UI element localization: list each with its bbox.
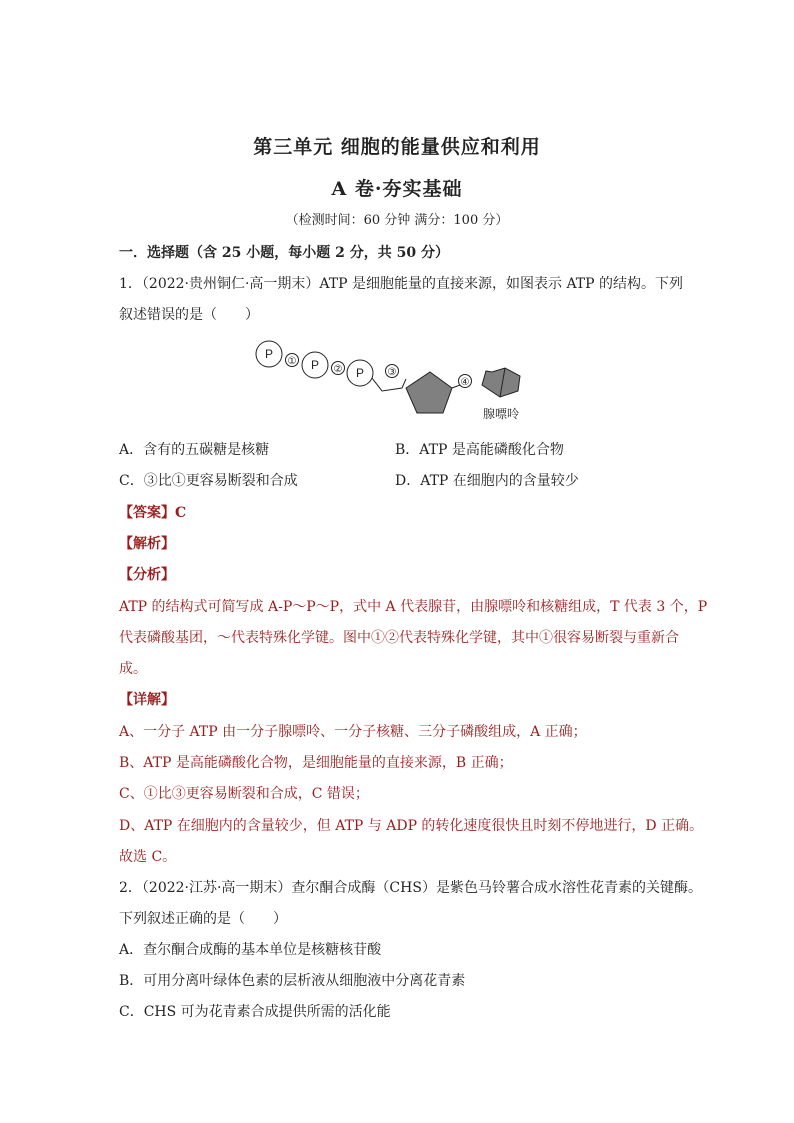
q1-answer: 【答案】C: [119, 505, 187, 521]
q2-stem-line2: 下列叙述正确的是（ ）: [119, 911, 287, 927]
paper-title: A 卷·夯实基础: [331, 178, 463, 200]
q1-option-c[interactable]: C．③比①更容易断裂和合成: [119, 473, 298, 489]
q1-stem-line2: 叙述错误的是（ ）: [119, 307, 259, 323]
q1-stem-line1: 1．（2022·贵州铜仁·高一期末）ATP 是细胞能量的直接来源，如图表示 ATP 的结构。下列: [119, 276, 683, 292]
q1-option-d[interactable]: D．ATP 在细胞内的含量较少: [395, 473, 579, 489]
q1-detail-line: C、①比③更容易断裂和合成，C 错误；: [119, 786, 369, 802]
q1-detail-line: D、ATP 在细胞内的含量较少，但 ATP 与 ADP 的转化速度很快且时刻不停地进行，D 正确。: [119, 818, 704, 834]
q2-stem-line1: 2．（2022·江苏·高一期末）查尔酮合成酶（CHS）是紫色马铃薯合成水溶性花青素的关键酶。: [119, 880, 702, 896]
phosphate-label-1: P: [264, 347, 274, 361]
q1-analysis-line: ATP 的结构式可简写成 A-P～P～P，式中 A 代表腺苷，由腺嘌呤和核糖组成，T 代表 3 个，P: [119, 599, 708, 615]
q1-analysis-sub-tag: 【分析】: [119, 567, 175, 583]
section-heading: 一．选择题（含 25 小题，每小题 2 分，共 50 分）: [119, 245, 449, 261]
q1-analysis-tag: 【解析】: [119, 536, 175, 552]
unit-title: 第三单元 细胞的能量供应和利用: [253, 136, 541, 158]
q1-detail-line: B、ATP 是高能磷酸化合物，是细胞能量的直接来源，B 正确；: [119, 755, 513, 771]
ester-bond-line: [372, 378, 406, 391]
bond-number-3: ③: [387, 367, 397, 378]
q1-detail-line: 故选 C。: [119, 849, 177, 865]
q1-option-b[interactable]: B．ATP 是高能磷酸化合物: [395, 442, 564, 458]
glycosidic-bond-line: [452, 385, 460, 388]
ribose-pentagon: [406, 372, 452, 413]
q2-option-c[interactable]: C．CHS 可为花青素合成提供所需的活化能: [119, 1004, 391, 1020]
q1-detail-tag: 【详解】: [119, 692, 175, 708]
q1-analysis-line: 成。: [119, 661, 147, 677]
q1-analysis-line: 代表磷酸基团，～代表特殊化学键。图中①②代表特殊化学键，其中①很容易断裂与重新合: [119, 630, 679, 646]
bond-number-4: ④: [460, 377, 470, 388]
exam-info: （检测时间：60 分钟 满分：100 分）: [285, 213, 509, 228]
bond-number-1: ①: [287, 356, 297, 367]
atp-structure-diagram: [250, 338, 550, 432]
phosphate-label-3: P: [355, 366, 365, 380]
q1-option-a[interactable]: A．含有的五碳糖是核糖: [119, 442, 270, 458]
bond-number-2: ②: [333, 364, 343, 375]
q1-detail-line: A、一分子 ATP 由一分子腺嘌呤、一分子核糖、三分子磷酸组成，A 正确；: [119, 724, 587, 740]
q2-option-a[interactable]: A．查尔酮合成酶的基本单位是核糖核苷酸: [119, 942, 382, 958]
adenine-label: 腺嘌呤: [482, 407, 520, 421]
q2-option-b[interactable]: B．可用分离叶绿体色素的层析液从细胞液中分离花青素: [119, 973, 466, 989]
phosphate-label-2: P: [310, 358, 320, 372]
